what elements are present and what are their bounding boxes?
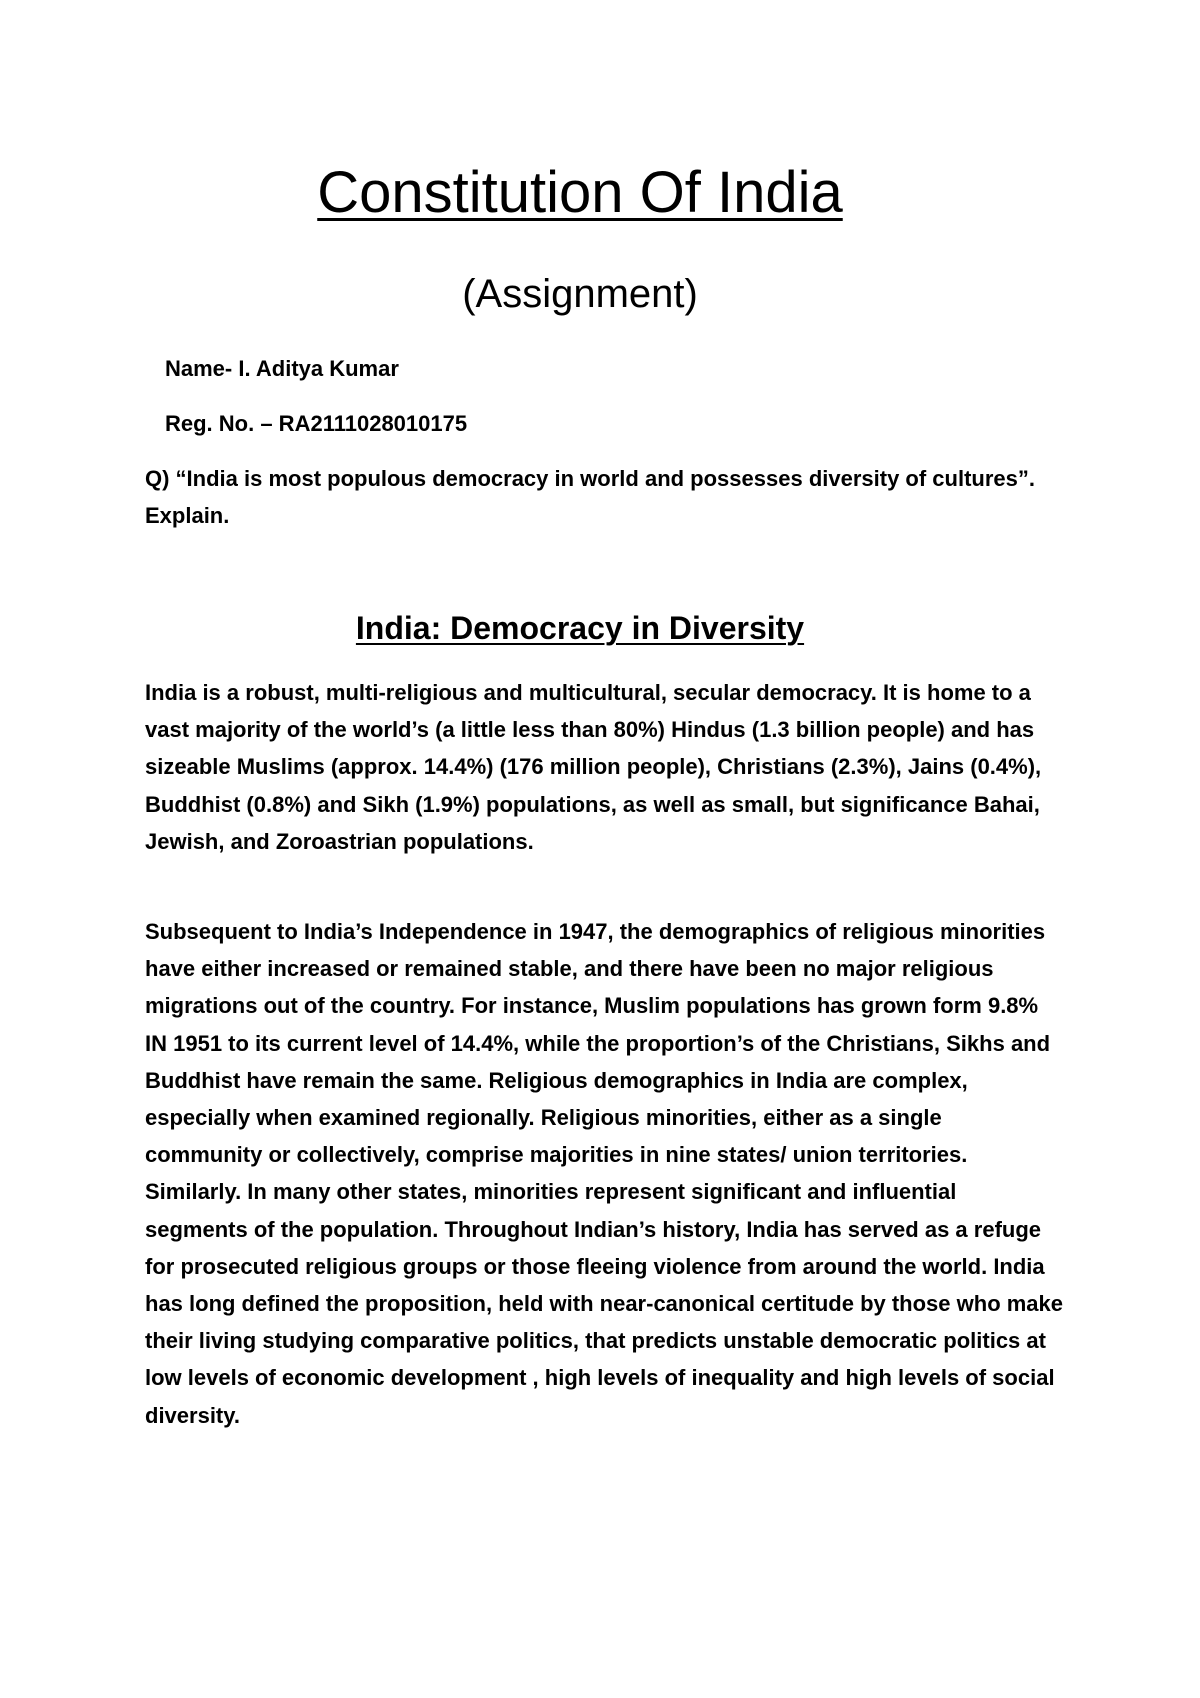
document-title: Constitution Of India — [317, 160, 843, 225]
document-subtitle: (Assignment) — [462, 272, 698, 316]
student-name: Name- I. Aditya Kumar — [165, 356, 399, 381]
body-paragraph-2: Subsequent to India’s Independence in 1947, the demographics of religious minorities have either increased or remained stable, and there have been no major religious migrations out of the country. For instance, Muslim populations has grown form 9.8% IN 1951 to its current level of 14.4%, while the proportion’s of the Christians, Sikhs and Buddhist have remain the same. Religious demographics in India are complex, especially when examined regionally. Religious minorities, either as a single community or collectively, comprise majorities in nine states/ union territories. Similarly. In many other states, minorities represent significant and influential segments of the population. Throughout Indian’s history, India has served as a refuge for prosecuted religious groups or those fleeing violence from around the world. India has long defined the proposition, held with near-canonical certitude by those who make their living studying comparative politics, that predicts unstable democratic politics at low levels of economic development , high levels of inequality and high levels of social diversity. — [145, 919, 1064, 1428]
body-paragraph-1: India is a robust, multi-religious and multicultural, secular democracy. It is home to a vast majority of the world’s (a little less than 80%) Hindus (1.3 billion people) and has sizeable Muslims (approx. 14.4%) (176 million people), Christians (2.3%), Jains (0.4%), Buddhist (0.8%) and Sikh (1.9%) populations, as well as small, but significance Bahai, Jewish, and Zoroastrian populations. — [145, 680, 1042, 854]
registration-number: Reg. No. – RA2111028010175 — [165, 411, 468, 436]
assignment-question: Q) “India is most populous democracy in world and possesses diversity of cultures”. Explain. — [145, 466, 1035, 528]
section-heading: India: Democracy in Diversity — [355, 610, 805, 646]
